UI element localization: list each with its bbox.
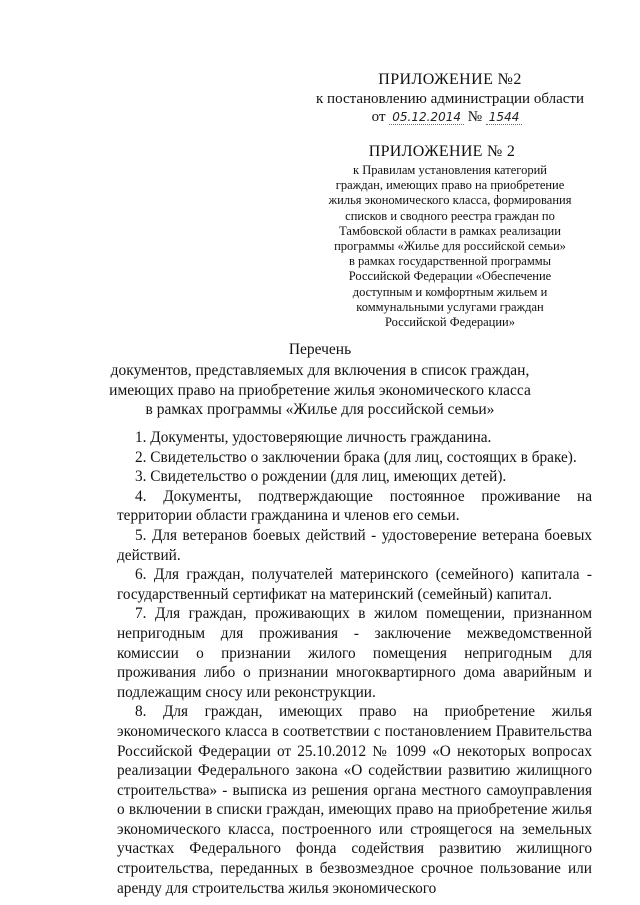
list-item: 3. Свидетельство о рождении (для лиц, имеющих детей). (135, 468, 507, 486)
rules-line: Российской Федерации «Обеспечение (348, 269, 552, 284)
appendix-main-heading: ПРИЛОЖЕНИЕ №2 (378, 71, 522, 88)
list-item: 6. Для граждан, получателей материнского (семейного) капитала - государственный сертификат на материнский (семейный) капитал. (117, 566, 592, 603)
list-item: 7. Для граждан, проживающих в жилом помещении, признанном непригодным для проживания - заключение межведомственной комиссии о признании жилого помещения непригодным для проживания либо о признании многоквартирного дома аварийным и подлежащим сносу или реконструкции. (117, 605, 592, 701)
list-item: 4. Документы, подтверждающие постоянное проживание на территории области гражданина и членов его семьи. (117, 487, 592, 525)
rules-line: программы «Жилье для российской семьи» (334, 239, 566, 254)
handwritten-date: 05.12.2014 (389, 110, 464, 125)
rules-line: списков и сводного реестра граждан по (345, 208, 555, 223)
document-subtitle (0, 361, 640, 420)
rules-line: Тамбовской области в рамках реализации (339, 223, 561, 238)
decree-date-number-line (322, 109, 572, 126)
list-item: 8. Для граждан, имеющих право на приобретение жилья экономического класса в соответствии с постановлением Правительства Российской Федерации от 25.10.2012 № 1099 «О некоторых вопросах реализации Федерального закона «О содействии развитию жилищного строительства» - выписка из решения органа местного самоуправления о включении в списки граждан, имеющих право на приобретение жилья экономического класса, построенного или строящегося на земельных участках Федерального фонда содействия развитию жилищного строительства, переданных в безвозмездное срочное пользование или аренду для строительства жилья экономического (117, 703, 592, 897)
rules-line: коммунальными услугами граждан (356, 299, 544, 314)
subtitle-line: имеющих право на приобретение жилья экономического класса (109, 381, 531, 399)
list-item: 5. Для ветеранов боевых действий - удостоверение ветерана боевых действий. (117, 526, 592, 564)
date-prefix: от (371, 109, 386, 125)
number-prefix: № (467, 109, 483, 125)
document-list (117, 428, 592, 898)
rules-line: доступным и комфортным жильем и (352, 284, 548, 299)
list-item: 2. Свидетельство о заключении брака (для лиц, состоящих в браке). (135, 448, 577, 466)
document-title: Перечень (288, 341, 352, 358)
appendix-second-heading: ПРИЛОЖЕНИЕ № 2 (368, 143, 516, 160)
rules-line: к Правилам установления категорий (353, 163, 547, 177)
rules-reference-block (300, 163, 600, 330)
rules-line: в рамках государственной программы (348, 254, 552, 269)
list-item: 1. Документы, удостоверяющие личность гражданина. (135, 429, 492, 446)
decree-line: к постановлению администрации области (316, 91, 584, 107)
subtitle-line: в рамках программы «Жилье для российской семьи» (145, 401, 495, 418)
rules-line: жилья экономического класса, формирования (328, 193, 572, 208)
rules-line: Российской Федерации» (384, 315, 515, 330)
handwritten-number: 1544 (486, 110, 523, 125)
subtitle-line: документов, представляемых для включения в список граждан, (110, 362, 530, 379)
rules-line: граждан, имеющих право на приобретение (335, 178, 565, 193)
